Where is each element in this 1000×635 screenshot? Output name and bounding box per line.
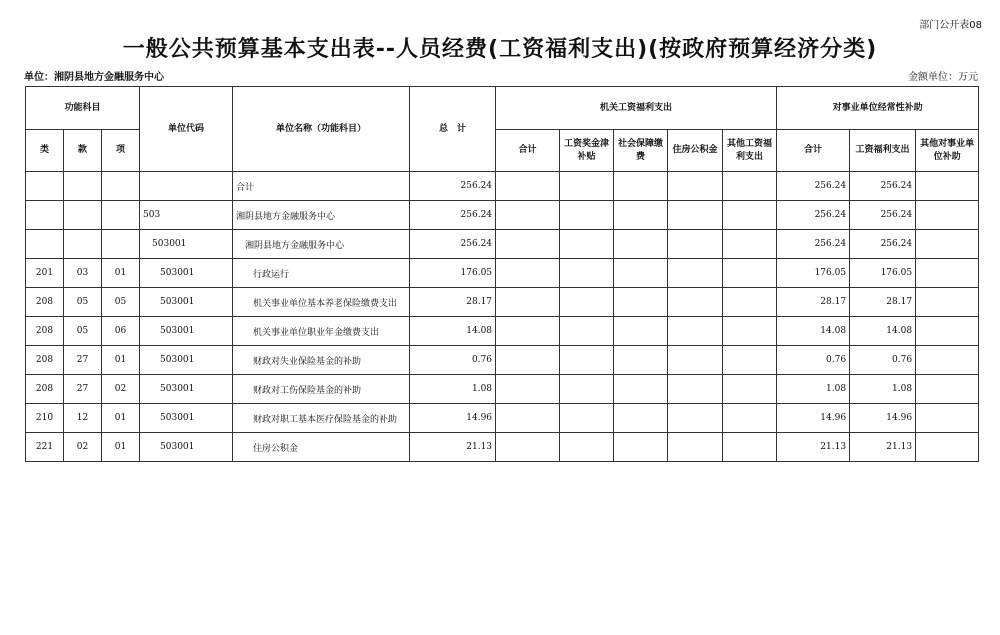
cell-total: 14.96 — [410, 404, 496, 433]
header-agency-bonus: 工资奖金津补贴 — [560, 130, 614, 172]
cell-lei — [26, 172, 64, 201]
cell-subsidy-wage: 21.13 — [850, 433, 916, 462]
table-row — [26, 288, 979, 317]
cell-subsidy-total: 14.96 — [777, 404, 850, 433]
cell-subsidy-total: 176.05 — [777, 259, 850, 288]
cell-code: 503001 — [140, 259, 233, 288]
cell-kuan: 05 — [64, 317, 102, 346]
cell-total: 256.24 — [410, 172, 496, 201]
cell-code: 503001 — [140, 433, 233, 462]
cell-agency-other — [723, 230, 777, 259]
cell-xiang: 01 — [102, 259, 140, 288]
cell-name: 湘阴县地方金融服务中心 — [233, 230, 410, 259]
header-agency-housing: 住房公积金 — [668, 130, 723, 172]
cell-kuan — [64, 230, 102, 259]
cell-agency-social — [614, 375, 668, 404]
cell-kuan — [64, 201, 102, 230]
cell-agency-social — [614, 404, 668, 433]
cell-kuan: 05 — [64, 288, 102, 317]
cell-agency-housing — [668, 230, 723, 259]
cell-lei: 208 — [26, 375, 64, 404]
table-row — [26, 375, 979, 404]
cell-agency-other — [723, 201, 777, 230]
cell-total: 28.17 — [410, 288, 496, 317]
cell-code: 503001 — [140, 230, 233, 259]
cell-agency-bonus — [560, 404, 614, 433]
cell-subsidy-total: 256.24 — [777, 172, 850, 201]
cell-agency-bonus — [560, 230, 614, 259]
cell-kuan: 27 — [64, 346, 102, 375]
cell-total: 14.08 — [410, 317, 496, 346]
table-row — [26, 346, 979, 375]
header-lei: 类 — [26, 130, 64, 172]
amount-unit: 金额单位：万元 — [908, 72, 978, 83]
cell-code: 503001 — [140, 375, 233, 404]
cell-subsidy-wage: 14.96 — [850, 404, 916, 433]
cell-agency-other — [723, 317, 777, 346]
header-institution-subsidy: 对事业单位经常性补助 — [777, 87, 979, 130]
cell-subsidy-other — [916, 317, 979, 346]
cell-xiang: 01 — [102, 346, 140, 375]
cell-subsidy-wage: 28.17 — [850, 288, 916, 317]
cell-agency-social — [614, 230, 668, 259]
cell-agency-social — [614, 317, 668, 346]
cell-agency-total — [496, 404, 560, 433]
cell-agency-bonus — [560, 433, 614, 462]
cell-code: 503001 — [140, 288, 233, 317]
cell-subsidy-other — [916, 259, 979, 288]
cell-name: 住房公积金 — [233, 433, 410, 462]
cell-code: 503 — [140, 201, 233, 230]
form-reference: 部门公开表08 — [919, 20, 982, 31]
cell-subsidy-total: 28.17 — [777, 288, 850, 317]
cell-xiang: 05 — [102, 288, 140, 317]
cell-lei — [26, 230, 64, 259]
cell-xiang: 01 — [102, 433, 140, 462]
cell-subsidy-other — [916, 404, 979, 433]
cell-total: 256.24 — [410, 201, 496, 230]
cell-subsidy-wage: 0.76 — [850, 346, 916, 375]
table-row — [26, 404, 979, 433]
cell-xiang: 02 — [102, 375, 140, 404]
table-row — [26, 172, 979, 201]
header-unit-code: 单位代码 — [140, 87, 233, 172]
cell-kuan — [64, 172, 102, 201]
cell-subsidy-total: 1.08 — [777, 375, 850, 404]
cell-agency-other — [723, 172, 777, 201]
cell-agency-social — [614, 346, 668, 375]
cell-agency-total — [496, 375, 560, 404]
cell-agency-total — [496, 317, 560, 346]
header-agency-social: 社会保障缴费 — [614, 130, 668, 172]
header-subsidy-total: 合计 — [777, 130, 850, 172]
cell-kuan: 02 — [64, 433, 102, 462]
cell-subsidy-wage: 256.24 — [850, 201, 916, 230]
cell-lei: 210 — [26, 404, 64, 433]
table-row — [26, 433, 979, 462]
cell-agency-bonus — [560, 375, 614, 404]
cell-total: 21.13 — [410, 433, 496, 462]
cell-lei: 208 — [26, 317, 64, 346]
cell-agency-total — [496, 288, 560, 317]
cell-code: 503001 — [140, 404, 233, 433]
reporting-unit: 单位：湘阴县地方金融服务中心 — [24, 72, 164, 83]
cell-code: 503001 — [140, 317, 233, 346]
header-total: 总 计 — [410, 87, 496, 172]
cell-agency-other — [723, 433, 777, 462]
cell-subsidy-other — [916, 201, 979, 230]
cell-agency-other — [723, 346, 777, 375]
cell-agency-housing — [668, 317, 723, 346]
cell-agency-bonus — [560, 172, 614, 201]
table-row — [26, 201, 979, 230]
cell-code — [140, 172, 233, 201]
cell-agency-other — [723, 404, 777, 433]
header-agency-other: 其他工资福利支出 — [723, 130, 777, 172]
cell-agency-housing — [668, 375, 723, 404]
header-function-subject: 功能科目 — [26, 87, 140, 130]
table-row — [26, 259, 979, 288]
cell-name: 行政运行 — [233, 259, 410, 288]
cell-subsidy-total: 0.76 — [777, 346, 850, 375]
cell-agency-other — [723, 288, 777, 317]
cell-name: 财政对职工基本医疗保险基金的补助 — [233, 404, 410, 433]
cell-subsidy-other — [916, 288, 979, 317]
cell-name: 财政对工伤保险基金的补助 — [233, 375, 410, 404]
cell-subsidy-other — [916, 375, 979, 404]
cell-agency-social — [614, 433, 668, 462]
cell-total: 1.08 — [410, 375, 496, 404]
cell-agency-housing — [668, 404, 723, 433]
cell-code: 503001 — [140, 346, 233, 375]
cell-xiang — [102, 201, 140, 230]
cell-name: 机关事业单位基本养老保险缴费支出 — [233, 288, 410, 317]
cell-name: 财政对失业保险基金的补助 — [233, 346, 410, 375]
cell-total: 256.24 — [410, 230, 496, 259]
cell-subsidy-other — [916, 172, 979, 201]
header-agency-wages: 机关工资福利支出 — [496, 87, 777, 130]
cell-subsidy-other — [916, 346, 979, 375]
cell-agency-housing — [668, 288, 723, 317]
cell-agency-total — [496, 230, 560, 259]
cell-lei: 208 — [26, 346, 64, 375]
page-title: 一般公共预算基本支出表--人员经费(工资福利支出)(按政府预算经济分类) — [122, 37, 878, 62]
cell-agency-housing — [668, 259, 723, 288]
cell-subsidy-wage: 256.24 — [850, 172, 916, 201]
cell-subsidy-wage: 256.24 — [850, 230, 916, 259]
cell-name: 机关事业单位职业年金缴费支出 — [233, 317, 410, 346]
cell-agency-housing — [668, 346, 723, 375]
cell-agency-total — [496, 172, 560, 201]
cell-subsidy-other — [916, 230, 979, 259]
cell-subsidy-wage: 1.08 — [850, 375, 916, 404]
cell-agency-social — [614, 259, 668, 288]
cell-xiang: 01 — [102, 404, 140, 433]
cell-agency-housing — [668, 433, 723, 462]
cell-agency-bonus — [560, 288, 614, 317]
cell-subsidy-total: 256.24 — [777, 230, 850, 259]
header-subsidy-other: 其他对事业单位补助 — [916, 130, 979, 172]
cell-agency-bonus — [560, 317, 614, 346]
cell-agency-total — [496, 201, 560, 230]
cell-agency-housing — [668, 201, 723, 230]
cell-lei: 208 — [26, 288, 64, 317]
cell-xiang: 06 — [102, 317, 140, 346]
cell-lei — [26, 201, 64, 230]
cell-xiang — [102, 172, 140, 201]
table-row — [26, 317, 979, 346]
cell-agency-bonus — [560, 259, 614, 288]
cell-agency-other — [723, 375, 777, 404]
cell-subsidy-wage: 176.05 — [850, 259, 916, 288]
cell-subsidy-wage: 14.08 — [850, 317, 916, 346]
header-kuan: 款 — [64, 130, 102, 172]
cell-agency-social — [614, 201, 668, 230]
cell-agency-housing — [668, 172, 723, 201]
header-unit-name: 单位名称（功能科目） — [233, 87, 410, 172]
cell-agency-total — [496, 433, 560, 462]
cell-agency-total — [496, 346, 560, 375]
cell-agency-social — [614, 288, 668, 317]
cell-subsidy-total: 14.08 — [777, 317, 850, 346]
cell-lei: 221 — [26, 433, 64, 462]
cell-name: 合计 — [233, 172, 410, 201]
header-xiang: 项 — [102, 130, 140, 172]
cell-agency-other — [723, 259, 777, 288]
cell-xiang — [102, 230, 140, 259]
cell-agency-total — [496, 259, 560, 288]
cell-agency-bonus — [560, 346, 614, 375]
table-row — [26, 230, 979, 259]
cell-kuan: 03 — [64, 259, 102, 288]
budget-table — [25, 86, 979, 462]
header-subsidy-wage: 工资福利支出 — [850, 130, 916, 172]
cell-agency-bonus — [560, 201, 614, 230]
cell-kuan: 12 — [64, 404, 102, 433]
cell-name: 湘阴县地方金融服务中心 — [233, 201, 410, 230]
cell-kuan: 27 — [64, 375, 102, 404]
cell-lei: 201 — [26, 259, 64, 288]
cell-agency-social — [614, 172, 668, 201]
cell-subsidy-other — [916, 433, 979, 462]
cell-total: 0.76 — [410, 346, 496, 375]
cell-subsidy-total: 256.24 — [777, 201, 850, 230]
cell-total: 176.05 — [410, 259, 496, 288]
cell-subsidy-total: 21.13 — [777, 433, 850, 462]
header-agency-total: 合计 — [496, 130, 560, 172]
